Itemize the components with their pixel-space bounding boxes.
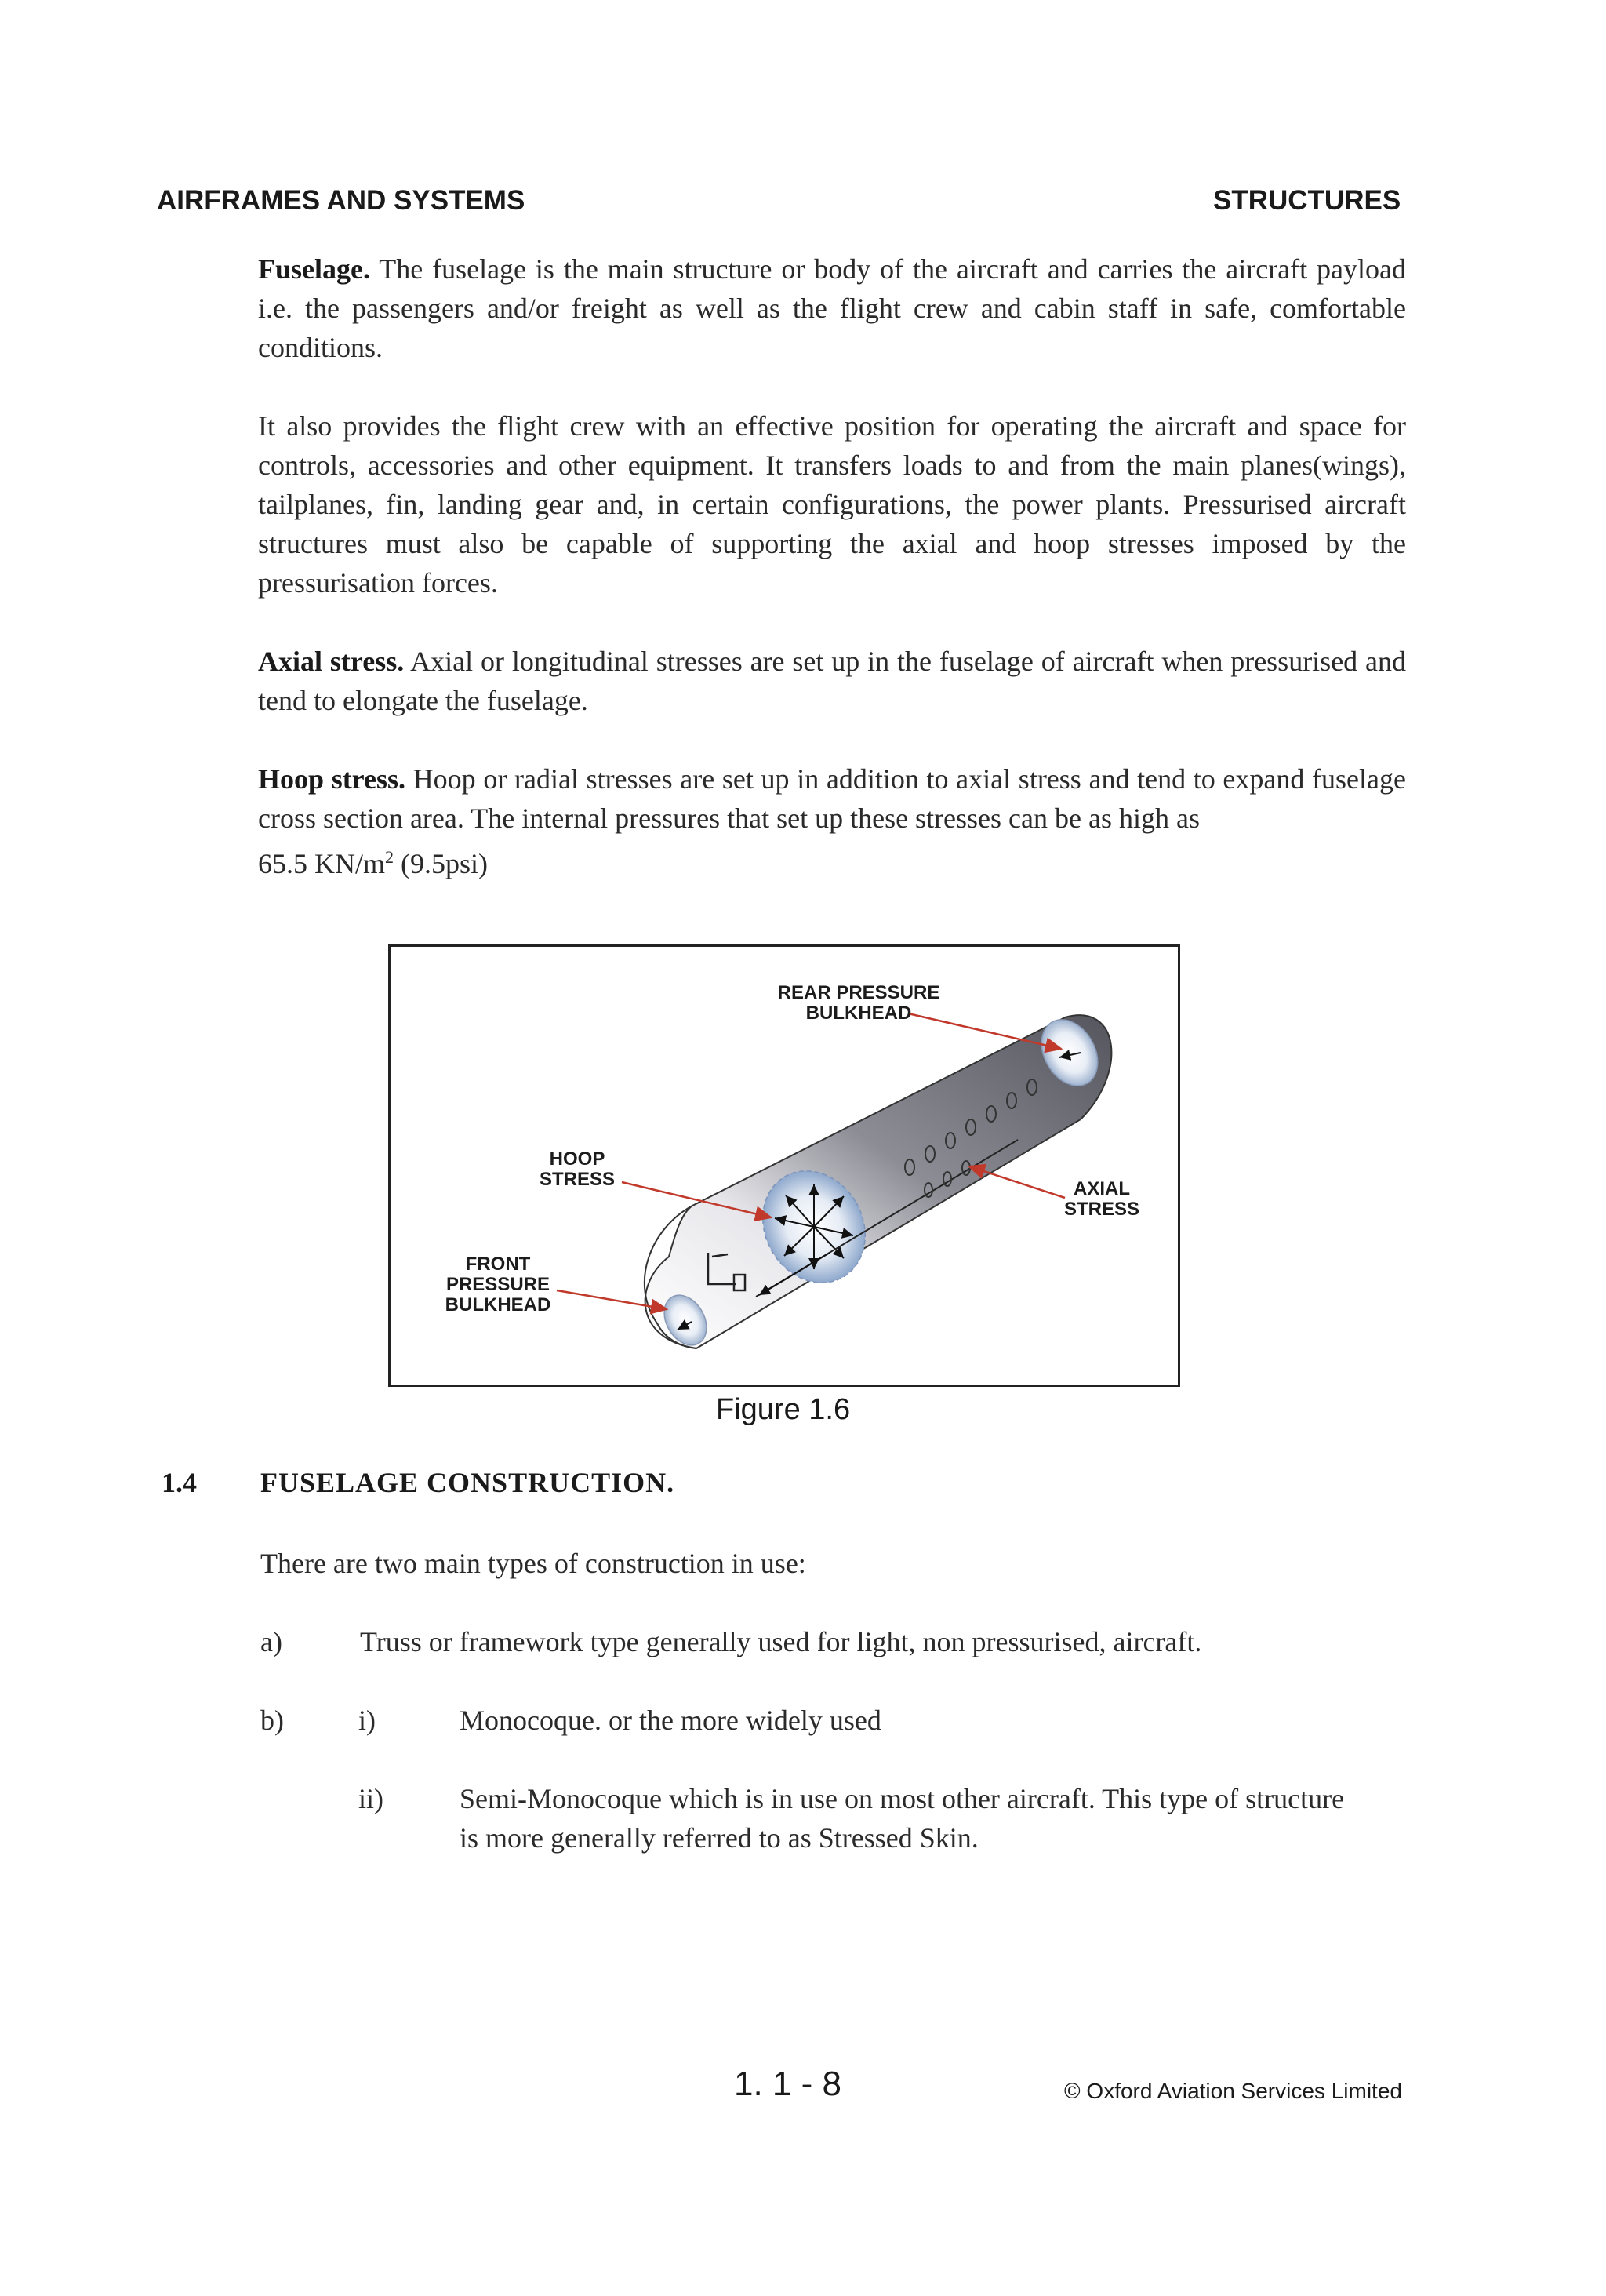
term-hoop-stress: Hoop stress. xyxy=(258,763,406,795)
page-number: 1. 1 - 8 xyxy=(734,2065,841,2103)
paragraph-provides: It also provides the flight crew with an effective position for operating the aircraft and space for controls, accessories and other equipment. It transfers loads to and from the main planes(wings), tailplanes, fin, landing gear and, in certain configurations, the power plants. Pressurised aircraft structures must also be capable of supporting the axial and hoop stresses imposed by the pressurisation forces. xyxy=(258,410,1406,599)
label-front-bulkhead: BULKHEAD xyxy=(445,1294,551,1315)
hoop-pressure-psi: (9.5psi) xyxy=(401,848,488,879)
paragraph-fuselage xyxy=(258,249,1406,367)
figure-caption: Figure 1.6 xyxy=(716,1393,851,1426)
section-title: FUSELAGE CONSTRUCTION. xyxy=(260,1467,675,1498)
term-axial-stress: Axial stress. xyxy=(258,646,405,677)
label-rear-bulkhead: BULKHEAD xyxy=(805,1002,912,1024)
paragraph-axial-stress xyxy=(258,642,1406,720)
label-hoop-stress: STRESS xyxy=(539,1169,616,1190)
axial-stress-leader xyxy=(969,1166,1065,1198)
hoop-pressure-superscript: 2 xyxy=(385,847,394,867)
fuselage-body xyxy=(645,1015,1112,1348)
label-rear-pressure: REAR PRESSURE xyxy=(777,982,940,1003)
figure-frame xyxy=(388,944,1180,1387)
text-axial-stress: Axial or longitudinal stresses are set up in the fuselage of aircraft when pressurised and tend to elongate the fuselage. xyxy=(258,646,1407,716)
header-left: AIRFRAMES AND SYSTEMS xyxy=(157,185,525,216)
header-right: STRUCTURES xyxy=(1213,185,1401,216)
text-hoop-stress: Hoop or radial stresses are set up in addition to axial stress and tend to expand fuselage cross section area. The internal pressures that set up these stresses can be as high as xyxy=(258,763,1406,834)
list-item-b-ii-line2: is more generally referred to as Stressed Skin. xyxy=(460,1822,979,1854)
list-item-b-ii-line1: Semi-Monocoque which is in use on most other aircraft. This type of structure xyxy=(460,1783,1345,1814)
list-marker-a: a) xyxy=(260,1626,282,1657)
section-number: 1.4 xyxy=(162,1467,197,1498)
term-fuselage: Fuselage. xyxy=(258,253,370,285)
label-hoop: HOOP xyxy=(549,1148,605,1170)
paragraph-hoop-stress xyxy=(258,759,1406,883)
copyright-notice: © Oxford Aviation Services Limited xyxy=(1064,2079,1402,2103)
fuselage-diagram xyxy=(391,947,1178,1385)
label-axial-stress: STRESS xyxy=(1063,1199,1140,1220)
list-sub-marker-ii: ii) xyxy=(358,1783,383,1814)
label-axial: AXIAL xyxy=(1074,1178,1130,1199)
list-marker-b: b) xyxy=(260,1705,284,1736)
section-intro: There are two main types of construction in use: xyxy=(260,1548,806,1579)
label-front: FRONT xyxy=(465,1254,531,1275)
hoop-pressure-value: 65.5 KN/m xyxy=(258,848,385,879)
text-fuselage: The fuselage is the main structure or body of the aircraft and carries the aircraft payload i.e. the passengers and/or freight as well as the flight crew and cabin staff in safe, comfortable conditions. xyxy=(258,253,1406,363)
label-front-pressure: PRESSURE xyxy=(445,1274,550,1295)
list-item-a-text: Truss or framework type generally used for light, non pressurised, aircraft. xyxy=(360,1626,1202,1657)
list-sub-marker-i: i) xyxy=(358,1705,376,1736)
list-item-b-i-text: Monocoque. or the more widely used xyxy=(460,1705,881,1736)
